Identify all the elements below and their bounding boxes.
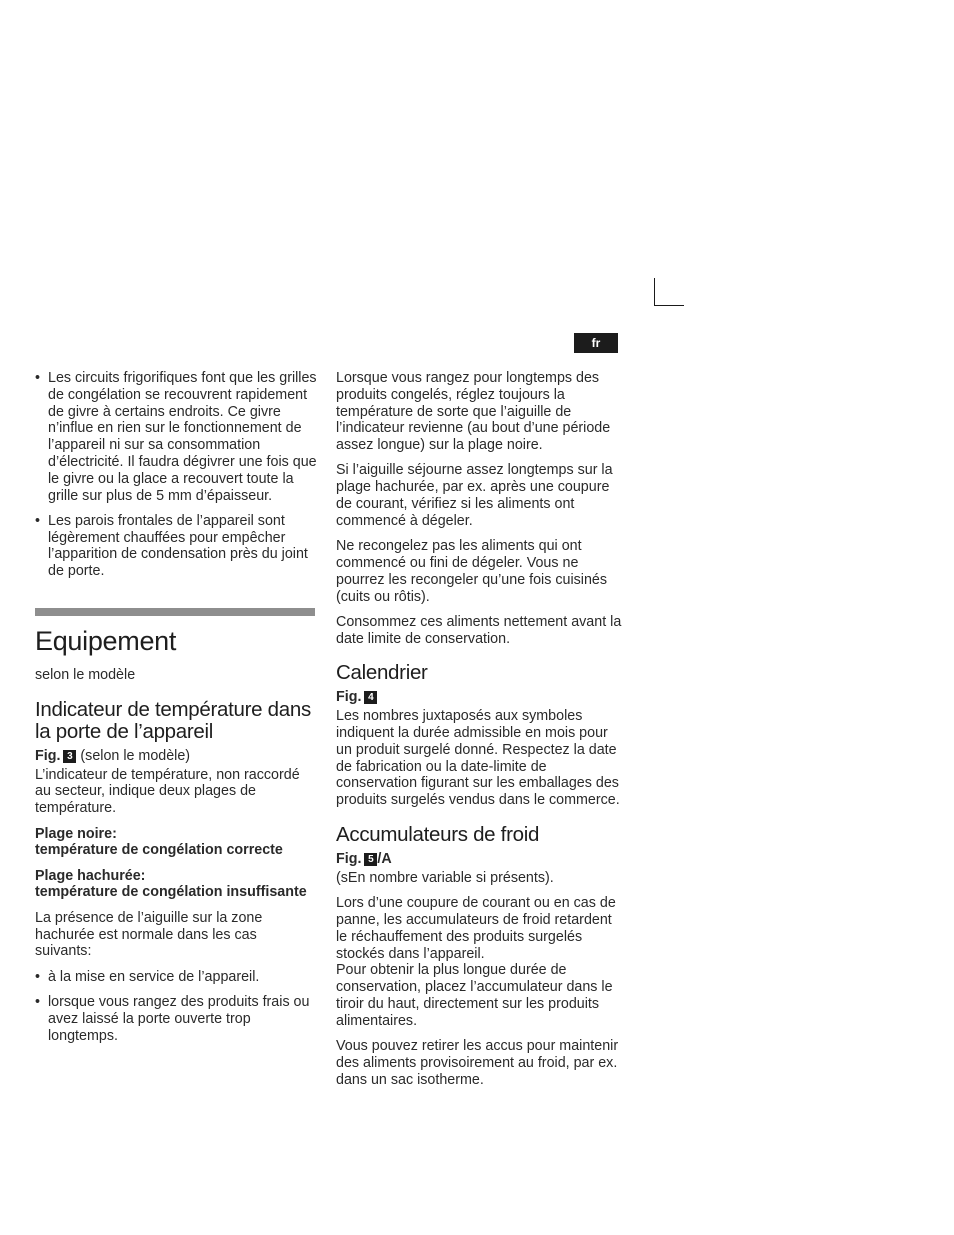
calendrier-heading: Calendrier <box>336 661 428 685</box>
fig-note: (selon le modèle) <box>80 747 191 764</box>
section-subtitle: selon le modèle <box>35 667 136 684</box>
language-badge: fr <box>574 333 618 353</box>
left-column <box>35 370 317 1053</box>
fig-number: 3 <box>63 750 76 763</box>
plage-hachuree <box>35 868 317 902</box>
paragraph: Vous pouvez retirer les accus pour maintenir des aliments provisoirement au froid, par ex. dans un sac isotherme. <box>336 1038 619 1088</box>
plage-noire-title: Plage noire: <box>35 825 117 842</box>
paragraph: Ne recongelez pas les aliments qui ont commencé ou fini de dégeler. Vous ne pourrez les recongeler qu’une fois cuisinés (cuits ou rôtis). <box>336 538 607 605</box>
plage-hachuree-title: Plage hachurée: <box>35 867 146 884</box>
fig-suffix: /A <box>377 851 392 868</box>
fig-label: Fig. <box>336 689 362 706</box>
fig-number: 5 <box>364 853 377 866</box>
paragraph: Lors d’une coupure de courant ou en cas de panne, les accumulateurs de froid retardent le réchauffement des produits surgelés stockés dans l’appareil. <box>336 895 616 962</box>
accumulateurs-heading: Accumulateurs de froid <box>336 823 540 847</box>
figure-reference <box>35 748 317 765</box>
paragraph: Pour obtenir la plus longue durée de conservation, placez l’accumulateur dans le tiroir du haut, directement sur les produits alimentaires. <box>336 962 613 1029</box>
plage-noire <box>35 826 317 860</box>
paragraph: (sEn nombre variable si présents). <box>336 869 554 886</box>
section-title: Equipement <box>35 626 177 657</box>
right-column <box>336 370 622 1097</box>
figure-reference <box>336 851 622 868</box>
paragraph: Si l’aiguille séjourne assez longtemps sur la plage hachurée, par ex. après une coupure de courant, vérifiez si les aliments ont commencé à dégeler. <box>336 462 613 529</box>
paragraph: La présence de l’aiguille sur la zone hachurée est normale dans les cas suivants: <box>35 909 263 960</box>
list-item: • lorsque vous rangez des produits frais ou avez laissé la porte ouverte trop longtemps. <box>35 994 317 1044</box>
paragraph: Les nombres juxtaposés aux symboles indiquent la durée admissible en mois pour un produit surgelé donné. Respectez la date de fabrication ou la date-limite de conservation figurant sur les emballages des produits surgelés vendus dans le commerce. <box>336 708 620 809</box>
paragraph: Consommez ces aliments nettement avant la date limite de conservation. <box>336 613 622 647</box>
figure-reference <box>336 689 622 706</box>
fig-number: 4 <box>364 691 377 704</box>
fig-label: Fig. <box>35 747 61 764</box>
crop-mark <box>654 278 684 306</box>
plage-noire-text: température de congélation correcte <box>35 842 283 859</box>
list-item: • Les circuits frigorifiques font que les grilles de congélation se recouvrent rapidement de givre à certains endroits. Ce givre n’influe en rien sur le fonctionnement de l’appareil ni sur sa consommation d’électricité. Il faudra dégivrer une fois que le givre ou la glace a recouvert toute la grille sur plus de 5 mm d’épaisseur. <box>35 370 317 504</box>
plage-hachuree-text: température de congélation insuffisante <box>35 884 307 901</box>
paragraph: L’indicateur de température, non raccordé au secteur, indique deux plages de température. <box>35 766 300 817</box>
fig-label: Fig. <box>336 851 362 868</box>
paragraph: Lorsque vous rangez pour longtemps des produits congelés, réglez toujours la température de sorte que l’aiguille de l’indicateur revienne (au bout d’une période assez longue) sur la plage noire. <box>336 370 611 454</box>
section-divider <box>35 608 315 616</box>
indicator-heading: Indicateur de température dans la porte de l’appareil <box>35 697 311 743</box>
list-item: • à la mise en service de l’appareil. <box>35 969 317 986</box>
list-item: • Les parois frontales de l’appareil sont légèrement chauffées pour empêcher l’apparition de condensation près du joint de porte. <box>35 513 317 580</box>
